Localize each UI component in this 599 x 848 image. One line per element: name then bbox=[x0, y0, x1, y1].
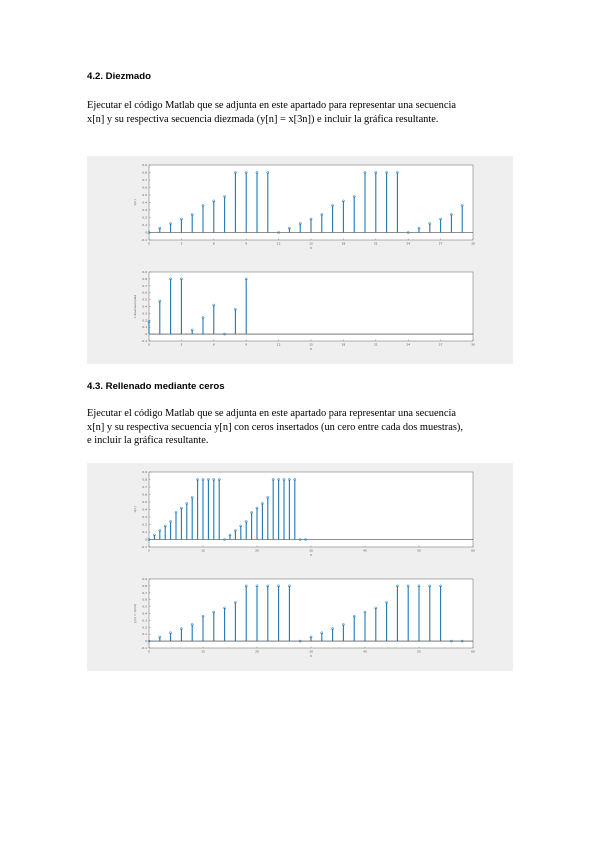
y-tick-label: 0.7 bbox=[142, 283, 147, 288]
y-tick-label: 0.2 bbox=[142, 215, 147, 220]
y-tick-label: 0.4 bbox=[142, 611, 147, 616]
x-tick-label: 12 bbox=[276, 342, 281, 347]
x-tick-label: 3 bbox=[180, 241, 183, 246]
x-tick-label: 9 bbox=[245, 342, 248, 347]
y-tick-label: 0.8 bbox=[142, 583, 147, 588]
x-tick-label: 9 bbox=[245, 241, 248, 246]
y-tick-label: 0.3 bbox=[142, 618, 147, 623]
x-tick-label: 40 bbox=[363, 649, 367, 654]
plot-area bbox=[149, 272, 473, 341]
x-axis-label: n bbox=[309, 553, 313, 557]
section-heading-rellenado: 4.3. Rellenado mediante ceros bbox=[87, 381, 225, 392]
x-tick-label: 60 bbox=[471, 649, 475, 654]
y-tick-label: 0.6 bbox=[142, 597, 147, 602]
y-tick-label: 0.4 bbox=[142, 304, 147, 309]
y-axis-label: x[n] bbox=[133, 199, 137, 206]
x-tick-label: 30 bbox=[471, 241, 475, 246]
y-tick-label: 0.6 bbox=[142, 290, 147, 295]
y-tick-label: 0.2 bbox=[142, 318, 147, 323]
x-tick-label: 21 bbox=[373, 241, 378, 246]
y-tick-label: 0.1 bbox=[142, 325, 147, 330]
y-tick-label: 0.6 bbox=[142, 492, 147, 497]
x-tick-label: 0 bbox=[148, 548, 150, 553]
x-tick-label: 0 bbox=[148, 342, 150, 347]
y-tick-label: 0.1 bbox=[142, 632, 147, 637]
x-tick-label: 20 bbox=[255, 548, 259, 553]
y-tick-label: 0.5 bbox=[142, 193, 147, 197]
panel-decimation-top bbox=[133, 163, 475, 250]
x-axis-label: n bbox=[309, 654, 313, 658]
x-tick-label: 50 bbox=[417, 548, 421, 553]
x-tick-label: 0 bbox=[148, 241, 150, 246]
x-tick-label: 6 bbox=[212, 342, 215, 347]
y-tick-label: 0.9 bbox=[142, 270, 147, 274]
y-tick-label: 0 bbox=[145, 537, 147, 542]
y-tick-label: 0.3 bbox=[142, 311, 147, 316]
paragraph-line: Ejecutar el código Matlab que se adjunta en este apartado para representar una secuencia bbox=[87, 100, 456, 111]
figure-decimation bbox=[87, 156, 513, 364]
x-tick-label: 27 bbox=[438, 241, 443, 246]
x-tick-label: 15 bbox=[309, 342, 313, 347]
figure-decimation-svg bbox=[87, 156, 513, 364]
panel-zero-insertion-top bbox=[133, 470, 475, 557]
y-tick-label: 0.8 bbox=[142, 276, 147, 281]
y-tick-label: 0 bbox=[145, 230, 147, 235]
figure-zero-insertion-svg bbox=[87, 463, 513, 671]
y-tick-label: 0.7 bbox=[142, 178, 147, 182]
x-tick-label: 0 bbox=[148, 649, 150, 654]
y-tick-label: 0.8 bbox=[142, 477, 147, 482]
y-tick-label: -0.1 bbox=[141, 646, 147, 650]
y-tick-label: 0.4 bbox=[142, 507, 147, 512]
x-tick-label: 40 bbox=[363, 548, 367, 553]
y-tick-label: 0.5 bbox=[142, 297, 147, 302]
y-tick-label: 0.2 bbox=[142, 522, 147, 527]
x-tick-label: 50 bbox=[417, 649, 421, 654]
y-axis-label: y[n] = x[n/2] bbox=[133, 603, 137, 624]
y-tick-label: 0.6 bbox=[142, 185, 147, 190]
x-tick-label: 6 bbox=[212, 241, 215, 246]
x-tick-label: 24 bbox=[406, 342, 411, 347]
paragraph-line: x[n] y su respectiva secuencia y[n] con ceros insertados (un cero entre cada dos muestras), bbox=[87, 421, 463, 433]
x-tick-label: 30 bbox=[309, 649, 313, 654]
x-tick-label: 12 bbox=[276, 241, 281, 246]
y-tick-label: 0.3 bbox=[142, 208, 147, 212]
x-tick-label: 10 bbox=[201, 649, 205, 654]
x-tick-label: 60 bbox=[471, 548, 475, 553]
y-tick-label: 0.7 bbox=[142, 485, 147, 489]
x-tick-label: 10 bbox=[201, 548, 205, 553]
y-axis-label: x downsampled bbox=[133, 294, 137, 319]
figure-zero-insertion bbox=[87, 463, 513, 671]
y-tick-label: 0.9 bbox=[142, 163, 147, 167]
x-axis-label: n bbox=[309, 246, 313, 250]
y-tick-label: 0.5 bbox=[142, 604, 147, 609]
panel-zero-insertion-bottom bbox=[133, 577, 475, 658]
y-tick-label: 0.9 bbox=[142, 470, 147, 474]
y-tick-label: 0.8 bbox=[142, 170, 147, 175]
x-tick-label: 27 bbox=[438, 342, 443, 347]
y-tick-label: 0.4 bbox=[142, 200, 147, 205]
y-tick-label: -0.1 bbox=[141, 545, 147, 549]
y-tick-label: 0.9 bbox=[142, 577, 147, 581]
x-axis-label: n bbox=[309, 347, 313, 351]
paragraph-line: e incluir la gráfica resultante. bbox=[87, 435, 209, 447]
x-tick-label: 24 bbox=[406, 241, 411, 246]
y-tick-label: 0.1 bbox=[142, 223, 147, 227]
x-tick-label: 3 bbox=[180, 342, 183, 347]
x-tick-label: 18 bbox=[341, 241, 346, 246]
y-axis-label: x[n] bbox=[133, 506, 137, 513]
paragraph-line: x[n] y su respectiva secuencia diezmada (y[n] = x[3n]) e incluir la gráfica resultante. bbox=[87, 113, 439, 125]
y-tick-label: 0.5 bbox=[142, 500, 147, 504]
paragraph-rellenado bbox=[87, 407, 527, 448]
section-heading-diezmado: 4.2. Diezmado bbox=[87, 71, 151, 82]
y-tick-label: -0.1 bbox=[141, 238, 147, 242]
y-tick-label: 0 bbox=[145, 639, 147, 644]
y-tick-label: 0.1 bbox=[142, 530, 147, 534]
x-tick-label: 30 bbox=[471, 342, 475, 347]
paragraph-diezmado bbox=[87, 99, 527, 126]
y-tick-label: 0 bbox=[145, 332, 147, 337]
panel-decimation-bottom bbox=[133, 270, 475, 351]
x-tick-label: 15 bbox=[309, 241, 313, 246]
y-tick-label: 0.2 bbox=[142, 625, 147, 630]
y-tick-label: 0.3 bbox=[142, 515, 147, 519]
x-tick-label: 18 bbox=[341, 342, 346, 347]
x-tick-label: 20 bbox=[255, 649, 259, 654]
x-tick-label: 30 bbox=[309, 548, 313, 553]
paragraph-line: Ejecutar el código Matlab que se adjunta en este apartado para representar una secuencia bbox=[87, 408, 456, 419]
x-tick-label: 21 bbox=[373, 342, 378, 347]
y-tick-label: -0.1 bbox=[141, 339, 147, 343]
y-tick-label: 0.7 bbox=[142, 590, 147, 595]
